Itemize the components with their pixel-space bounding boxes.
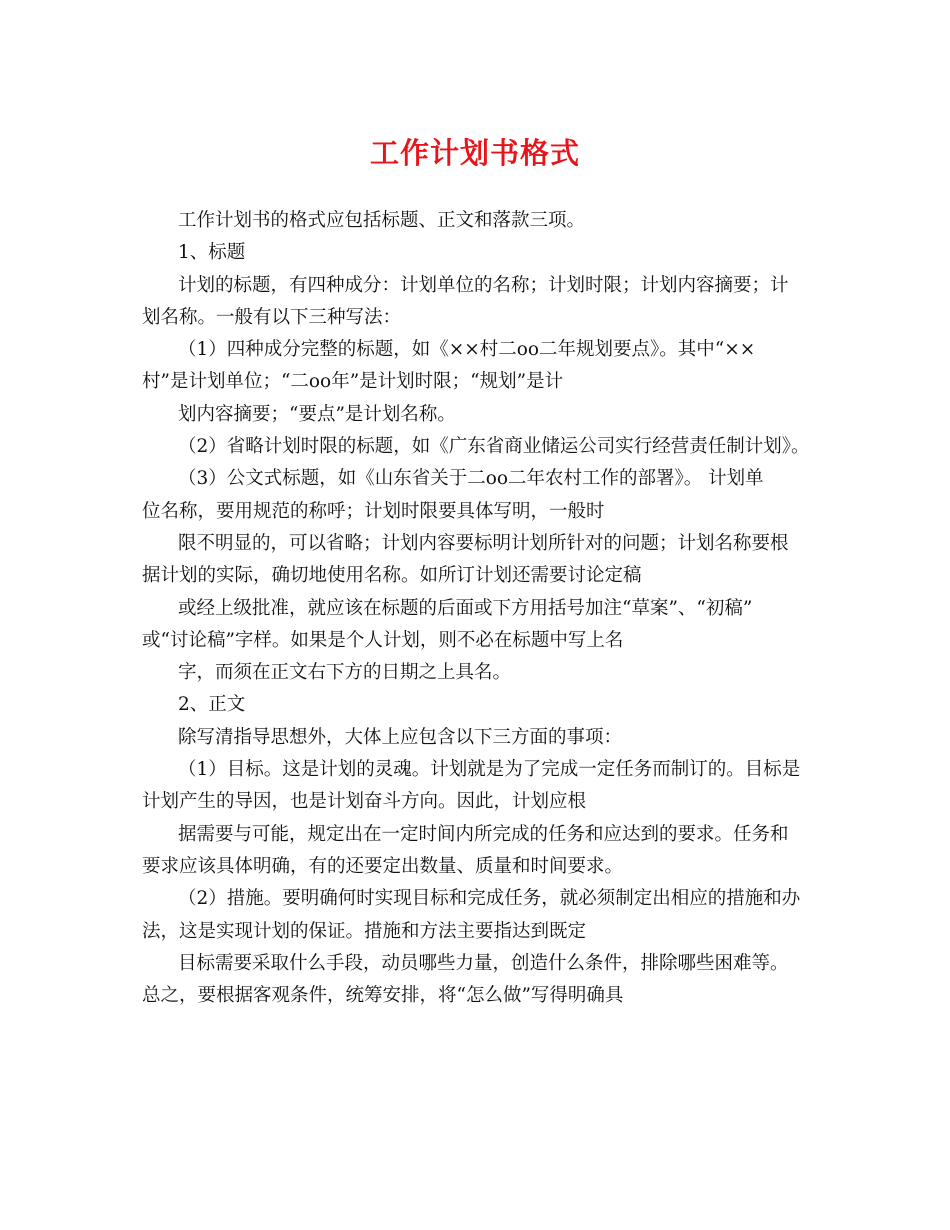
paragraph-line: 计划的标题，有四种成分：计划单位的名称；计划时限；计划内容摘要；计 [178,274,789,296]
paragraph-line: 工作计划书的格式应包括标题、正文和落款三项。 [178,210,586,231]
paragraph-line: 字，而须在正文右下方的日期之上具名。 [178,662,512,684]
paragraph-line: 划内容摘要；“要点”是计划名称。 [178,403,456,425]
paragraph-line: 划名称。一般有以下三种写法： [142,306,402,328]
paragraph-line: （3）公文式标题，如《山东省关于二oo二年农村工作的部署》。 计划单 [178,468,764,490]
paragraph-line: 1、标题 [178,242,246,264]
paragraph-line: 位名称，要用规范的称呼；计划时限要具体写明，一般时 [142,500,605,522]
document-title: 工作计划书格式 [369,136,580,170]
paragraph-line: 或“讨论稿”字样。如果是个人计划，则不必在标题中写上名 [142,629,624,651]
paragraph-line: （2）措施。要明确何时实现目标和完成任务，就必须制定出相应的措施和办 [178,888,801,910]
paragraph-line: 限不明显的，可以省略；计划内容要标明计划所针对的问题；计划名称要根 [178,532,789,554]
paragraph-line: 2、正文 [178,694,246,716]
paragraph-line: 村”是计划单位；“二oo年”是计划时限；“规划”是计 [142,371,564,393]
paragraph-line: 据需要与可能，规定出在一定时间内所完成的任务和应达到的要求。任务和 [178,823,789,845]
paragraph-line: 或经上级批准，就应该在标题的后面或下方用括号加注“草案”、“初稿” [178,597,753,619]
paragraph-line: 总之，要根据客观条件，统筹安排，将“怎么做”写得明确具 [142,985,624,1007]
paragraph-line: （2）省略计划时限的标题，如《广东省商业储运公司实行经营责任制计划》。 [178,436,810,458]
paragraph-line: （1）四种成分完整的标题，如《××村二oo二年规划要点》。其中“×× [178,339,756,361]
paragraph-line: 要求应该具体明确，有的还要定出数量、质量和时间要求。 [142,855,624,877]
paragraph-line: 除写清指导思想外，大体上应包含以下三方面的事项： [178,726,623,748]
paragraph-line: （1）目标。这是计划的灵魂。计划就是为了完成一定任务而制订的。目标是 [178,759,801,781]
paragraph-line: 据计划的实际，确切地使用名称。如所订计划还需要讨论定稿 [142,565,642,587]
document-body [142,205,822,1012]
paragraph-line: 法，这是实现计划的保证。措施和方法主要指达到既定 [142,920,587,942]
paragraph-line: 计划产生的导因，也是计划奋斗方向。因此，计划应根 [142,791,587,813]
paragraph-line: 目标需要采取什么手段，动员哪些力量，创造什么条件，排除哪些困难等。 [178,952,789,974]
